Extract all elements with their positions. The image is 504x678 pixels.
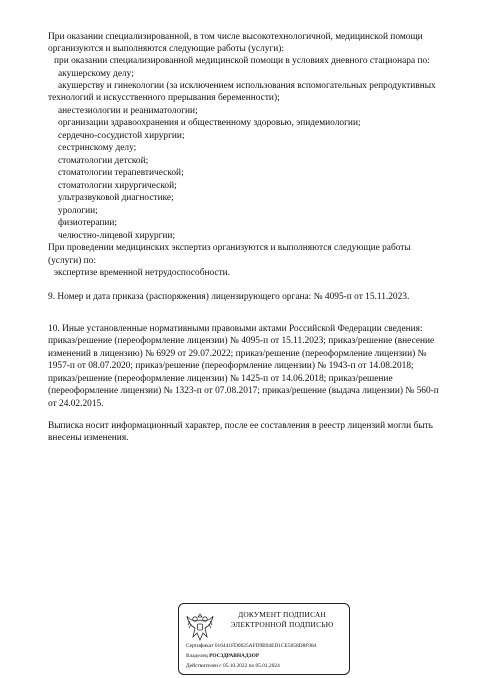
text-line: приказ/решение (переоформление лицензии) № 1425-п от 14.06.2018; приказ/решение <box>48 374 393 384</box>
text-line: при оказании специализированной медицинской помощи в условиях дневного стационара по: <box>54 56 430 66</box>
text-line: 10. Иные установленные нормативными правовыми актами Российской Федерации сведения: <box>48 324 423 334</box>
text-line: (услуги) по: <box>48 256 96 266</box>
text-line: сердечно-сосудистой хирургии; <box>58 131 185 141</box>
text-line: экспертизе временной нетрудоспособности. <box>54 268 231 278</box>
text-line: стоматологии детской; <box>58 156 149 166</box>
text-line: физиотерапии; <box>58 218 118 228</box>
text-line: анестезиологии и реаниматологии; <box>58 106 198 116</box>
validity-row: Действителен с 05.10.2022 по 05.01.2024 <box>186 663 280 669</box>
text-line: акушерству и гинекологии (за исключением использования вспомогательных репродуктивных <box>58 81 436 91</box>
text-line: урологии; <box>58 206 98 216</box>
owner-value: РОСЗДРАВНАДЗОР <box>209 653 260 659</box>
text-line: приказ/решение (переоформление лицензии) № 4095-п от 15.11.2023; приказ/решение (внесение <box>48 336 435 346</box>
text-line: (переоформление лицензии) № 1323-п от 07.08.2017; приказ/решение (выдача лицензии) № 560-п <box>48 386 439 396</box>
text-line: внесены изменения. <box>48 433 129 443</box>
certificate-value: 016441FD0025AFD9B94ED1CE5058D8F984 <box>214 643 317 649</box>
signature-title: ДОКУМЕНТ ПОДПИСАН <box>238 610 326 619</box>
text-line: При оказании специализированной, в том числе высокотехнологичной, медицинской помощи <box>48 32 423 42</box>
russian-coat-of-arms-icon <box>185 610 215 644</box>
certificate-label: Сертификат <box>186 643 214 649</box>
text-line: организуются и выполняются следующие работы (услуги): <box>48 44 285 54</box>
text-line: стоматологии хирургической; <box>58 181 177 191</box>
signature-subtitle: ЭЛЕКТРОННОЙ ПОДПИСЬЮ <box>230 620 334 629</box>
text-line: ультразвуковой диагностике; <box>58 193 174 203</box>
text-line: стоматологии терапевтической; <box>58 168 184 178</box>
order-number-line: 9. Номер и дата приказа (распоряжения) лицензирующего органа: № 4095-п от 15.11.2023. <box>48 292 410 302</box>
owner-label: Владелец <box>186 653 208 659</box>
text-line: организации здравоохранения и общественному здоровью, эпидемиологии; <box>58 118 361 128</box>
text-line: Выписка носит информационный характер, после ее составления в реестр лицензий могли быть <box>48 421 433 431</box>
text-line: технологий и искусственного прерывания беременности); <box>48 93 280 103</box>
owner-row <box>186 653 259 660</box>
text-line: сестринскому делу; <box>58 143 137 153</box>
text-line: от 24.02.2015. <box>48 399 104 409</box>
certificate-row <box>186 643 316 650</box>
text-line: 1957-п от 08.07.2020; приказ/решение (переоформление лицензии) № 1943-п от 14.08.2018; <box>48 361 414 371</box>
text-line: изменений в лицензию) № 6929 от 29.07.2022; приказ/решение (переоформление лицензии) № <box>48 349 427 359</box>
text-line: При проведении медицинских экспертиз организуются и выполняются следующие работы <box>48 243 411 253</box>
text-line: челюстно-лицевой хирургии; <box>58 231 176 241</box>
text-line: акушерскому делу; <box>58 69 134 79</box>
electronic-signature-stamp <box>178 603 350 675</box>
